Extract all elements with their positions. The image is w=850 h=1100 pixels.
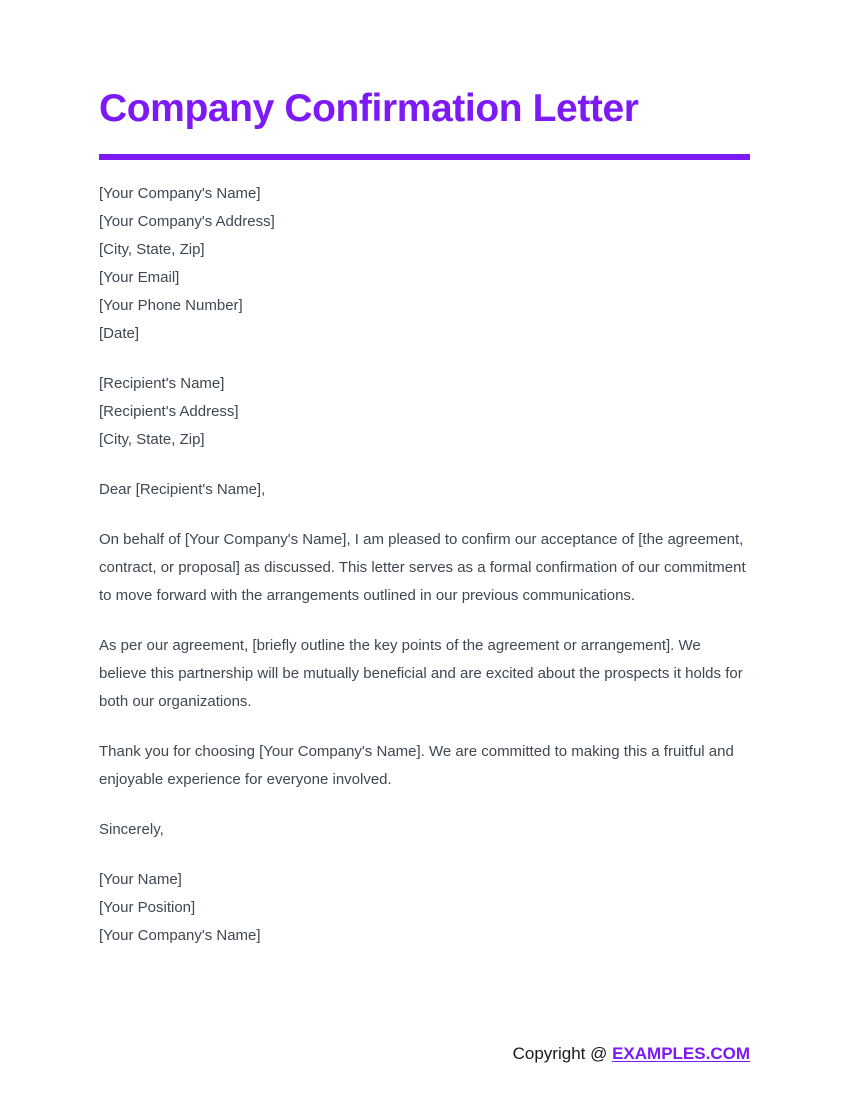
footer — [99, 1042, 750, 1066]
sender-line: [Your Phone Number] — [99, 297, 243, 315]
salutation: Dear [Recipient's Name], — [99, 481, 266, 499]
title-divider — [99, 154, 750, 160]
signature-block — [99, 866, 750, 950]
sender-line: [Your Email] — [99, 269, 180, 287]
sender-line: [Your Company's Address] — [99, 213, 275, 231]
sender-line: [Your Company's Name] — [99, 185, 261, 203]
body-paragraph-1: On behalf of [Your Company's Name], I am pleased to confirm our acceptance of [the agreement, contract, or proposal] as discussed. This letter serves as a formal confirmation of our commitment to move forward with the arrangements outlined in our previous communications. — [99, 531, 746, 605]
copyright-label: Copyright @ — [512, 1044, 613, 1063]
letter-content — [99, 0, 750, 950]
page-title: Company Confirmation Letter — [99, 87, 639, 130]
recipient-line: [City, State, Zip] — [99, 431, 205, 449]
body-paragraph-2: As per our agreement, [briefly outline the key points of the agreement or arrangement]. We believe this partnership will be mutually beneficial and are excited about the prospects it holds for both our organizations. — [99, 637, 743, 711]
recipient-line: [Recipient's Address] — [99, 403, 239, 421]
sender-address-block — [99, 180, 750, 348]
signature-line: [Your Company's Name] — [99, 927, 261, 945]
recipient-line: [Recipient's Name] — [99, 375, 225, 393]
signature-line: [Your Position] — [99, 899, 196, 917]
letter-body — [99, 180, 750, 950]
body-paragraph-3: Thank you for choosing [Your Company's Name]. We are committed to making this a fruitful and enjoyable experience for everyone involved. — [99, 743, 734, 789]
signature-line: [Your Name] — [99, 871, 182, 889]
sender-line: [City, State, Zip] — [99, 241, 205, 259]
recipient-address-block — [99, 370, 750, 454]
examples-com-link[interactable]: EXAMPLES.COM — [612, 1044, 750, 1063]
sender-line: [Date] — [99, 325, 140, 343]
closing-salutation: Sincerely, — [99, 821, 164, 839]
